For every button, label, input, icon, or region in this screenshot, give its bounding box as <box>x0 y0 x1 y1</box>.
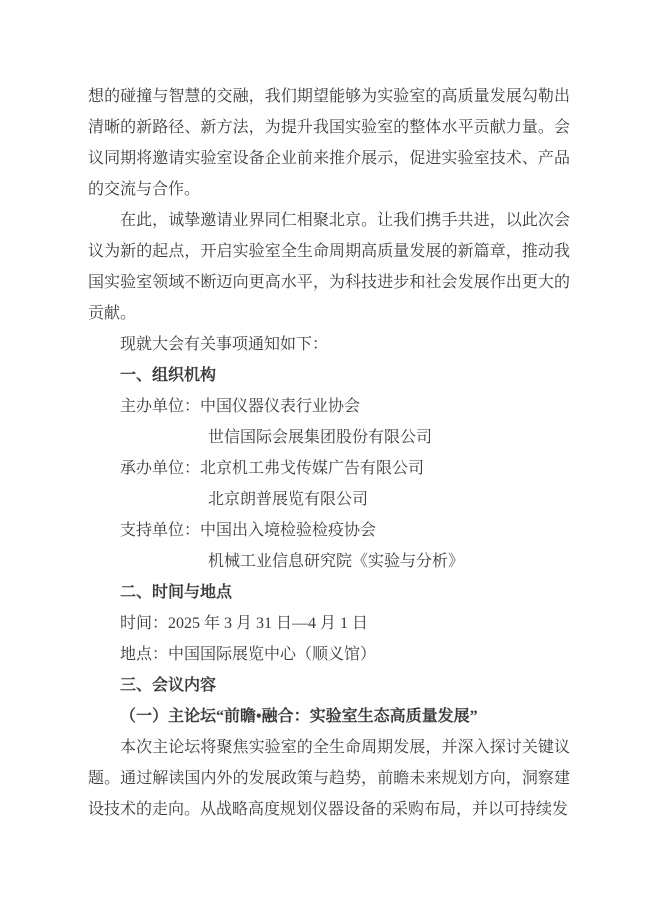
org-continuation-line: 北京朗普展览有限公司 <box>208 491 369 508</box>
paragraph: 主办单位：中国仪器仪表行业协会 <box>120 398 361 415</box>
paragraph: 地点：中国国际展览中心（顺义馆） <box>120 646 377 663</box>
subsection-heading: （一）主论坛“前瞻•融合：实验室生态高质量发展” <box>120 708 478 725</box>
section-heading: 三、会议内容 <box>120 677 217 694</box>
org-continuation-line: 世信国际会展集团股份有限公司 <box>208 429 433 446</box>
section-heading: 二、时间与地点 <box>120 584 233 601</box>
org-continuation-line: 机械工业信息研究院《实验与分析》 <box>208 553 465 570</box>
paragraph: 支持单位：中国出入境检验检疫协会 <box>120 522 377 539</box>
paragraph: 承办单位：北京机工弗戈传媒广告有限公司 <box>120 460 425 477</box>
paragraph: 在此，诚挚邀请业界同仁相聚北京。让我们携手共进，以此次会议为新的起点，开启实验室全生命周期高质量发展的新篇章，推动我国实验室领域不断迈向更高水平，为科技进步和社会发展作出更大的贡献。 <box>88 212 570 322</box>
section-heading: 一、组织机构 <box>120 367 217 384</box>
paragraph: 现就大会有关事项通知如下： <box>120 336 329 353</box>
paragraph: 本次主论坛将聚焦实验室的全生命周期发展，并深入探讨关键议题。通过解读国内外的发展政策与趋势，前瞻未来规划方向，洞察建设技术的走向。从战略高度规划仪器设备的采购布局，并以可持续发 <box>88 739 570 818</box>
paragraph: 想的碰撞与智慧的交融，我们期望能够为实验室的高质量发展勾勒出清晰的新路径、新方法，为提升我国实验室的整体水平贡献力量。会议同期将邀请实验室设备企业前来推介展示，促进实验室技术、产品的交流与合作。 <box>88 88 570 198</box>
document-body <box>88 81 570 825</box>
paragraph: 时间：2025 年 3 月 31 日—4 月 1 日 <box>120 615 369 632</box>
